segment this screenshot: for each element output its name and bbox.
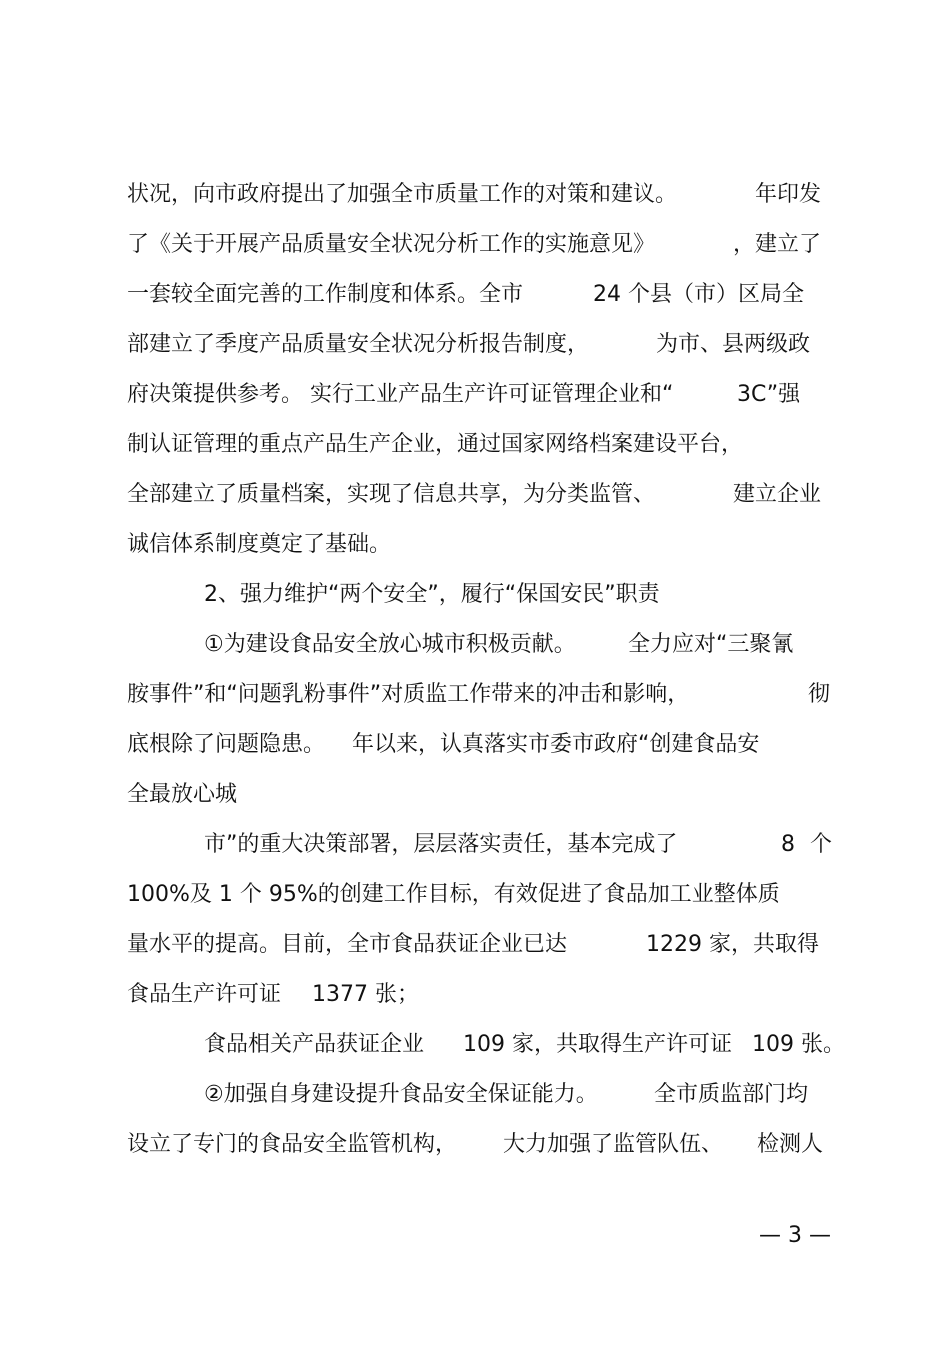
text-segment: 为市、县两级政 bbox=[656, 332, 811, 357]
text-segment: 年以来，认真落实市委市政府“创建食品安 bbox=[352, 732, 760, 757]
text-segment: 状况，向市政府提出了加强全市质量工作的对策和建议。 bbox=[127, 182, 678, 207]
text-segment: 3C”强 bbox=[737, 382, 801, 407]
text-line bbox=[0, 675, 950, 715]
text-segment: ，建立了 bbox=[733, 232, 822, 257]
text-line bbox=[0, 325, 950, 365]
text-line bbox=[0, 375, 950, 415]
text-segment: 制认证管理的重点产品生产企业，通过国家网络档案建设平台， bbox=[127, 432, 744, 457]
text-segment: 109 张。 bbox=[752, 1032, 845, 1057]
text-segment: 底根除了问题隐患。 bbox=[127, 732, 326, 757]
text-line bbox=[0, 275, 950, 315]
text-line bbox=[0, 875, 950, 915]
text-line bbox=[0, 725, 950, 765]
text-segment: 年印发 bbox=[755, 182, 822, 207]
text-line bbox=[0, 825, 950, 865]
text-segment: ②加强自身建设提升食品安全保证能力。 bbox=[204, 1082, 598, 1107]
text-segment: 1229 家，共取得 bbox=[646, 932, 819, 957]
text-segment: 部建立了季度产品质量安全状况分析报告制度， bbox=[127, 332, 590, 357]
text-segment: 全部建立了质量档案，实现了信息共享，为分类监管、 bbox=[127, 482, 656, 507]
text-line bbox=[0, 175, 950, 215]
text-segment: 彻 bbox=[808, 682, 831, 707]
text-segment: 100%及 1 个 95%的创建工作目标，有效促进了食品加工业整体质 bbox=[127, 882, 780, 907]
text-segment: 诚信体系制度奠定了基础。 bbox=[127, 532, 392, 557]
text-segment: 全市质监部门均 bbox=[654, 1082, 809, 1107]
text-segment: 市”的重大决策部署，层层落实责任，基本完成了 bbox=[204, 832, 678, 857]
page-number: — 3 — bbox=[759, 1223, 831, 1248]
text-segment: 全最放心城 bbox=[127, 782, 238, 807]
text-segment: 109 家，共取得生产许可证 bbox=[463, 1032, 732, 1057]
text-segment: 24 个县（市）区局全 bbox=[593, 282, 804, 307]
text-segment: 建立企业 bbox=[733, 482, 822, 507]
text-segment: 检测人 bbox=[757, 1132, 824, 1157]
text-line bbox=[0, 525, 950, 565]
text-segment: 1377 张； bbox=[312, 982, 419, 1007]
text-segment: 食品生产许可证 bbox=[127, 982, 282, 1007]
text-segment: 设立了专门的食品安全监管机构， bbox=[127, 1132, 458, 1157]
text-segment: 个 bbox=[810, 832, 833, 857]
text-segment: 2、强力维护“两个安全”，履行“保国安民”职责 bbox=[204, 582, 660, 607]
text-line bbox=[0, 225, 950, 265]
text-line bbox=[0, 1025, 950, 1065]
text-line bbox=[0, 475, 950, 515]
text-line bbox=[0, 975, 950, 1015]
text-line bbox=[0, 1125, 950, 1165]
text-segment: 大力加强了监管队伍、 bbox=[503, 1132, 724, 1157]
text-line bbox=[0, 1075, 950, 1115]
text-line bbox=[0, 925, 950, 965]
text-segment: 府决策提供参考。 实行工业产品生产许可证管理企业和“ bbox=[127, 382, 674, 407]
text-segment: 一套较全面完善的工作制度和体系。全市 bbox=[127, 282, 524, 307]
text-line bbox=[0, 775, 950, 815]
text-segment: 食品相关产品获证企业 bbox=[204, 1032, 425, 1057]
text-segment: 全力应对“三聚氰 bbox=[628, 632, 794, 657]
text-segment: 胺事件”和“问题乳粉事件”对质监工作带来的冲击和影响， bbox=[127, 682, 690, 707]
text-segment: 量水平的提高。目前，全市食品获证企业已达 bbox=[127, 932, 568, 957]
text-segment: 了《关于开展产品质量安全状况分析工作的实施意见》 bbox=[127, 232, 656, 257]
text-line bbox=[0, 425, 950, 465]
text-line bbox=[0, 575, 950, 615]
text-segment: 8 bbox=[781, 832, 795, 857]
text-segment: ①为建设食品安全放心城市积极贡献。 bbox=[204, 632, 576, 657]
text-line bbox=[0, 625, 950, 665]
